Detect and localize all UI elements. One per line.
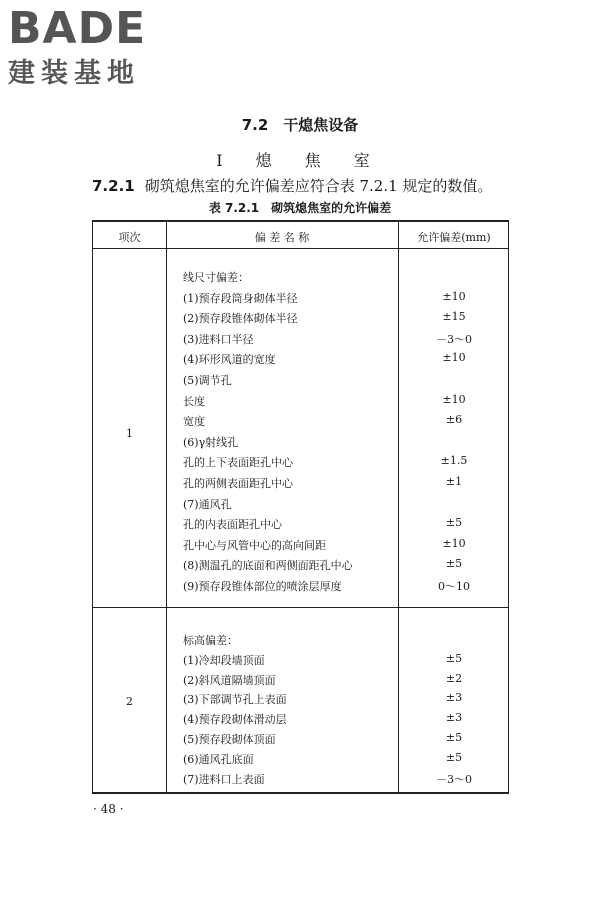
item-name: 线尺寸偏差：: [183, 271, 249, 284]
item-tolerance: ±5: [445, 516, 463, 530]
item-name: (8)测温孔的底面和两侧面距孔中心: [183, 559, 353, 573]
item-name: (1)预存段筒身砌体半径: [183, 291, 298, 305]
item-tolerance: ±15: [442, 310, 466, 324]
item-tolerance: ±5: [445, 557, 463, 571]
item-tolerance: ±5: [445, 651, 463, 665]
item-name: 孔中心与风管中心的高向间距: [183, 538, 326, 552]
item-tolerance: ±10: [442, 392, 466, 406]
table-caption: 表 7.2.1 砌筑熄焦室的允许偏差: [208, 201, 392, 215]
item-tolerance: ±3: [445, 691, 463, 705]
item-name: 宽度: [183, 415, 205, 429]
subsection-title: Ⅰ 熄 焦 室: [216, 151, 384, 170]
item-name: (6)γ射线孔: [183, 435, 239, 449]
item-name: (7)进料口上表面: [183, 772, 265, 786]
item-name: (3)下部调节孔上表面: [183, 693, 287, 707]
item-name: 标高偏差：: [183, 634, 238, 647]
header-cell-name: 偏 差 名 称: [254, 231, 310, 244]
clause-text: 砌筑熄焦室的允许偏差应符合表 7.2.1 规定的数值。: [144, 177, 493, 195]
item-name: (1)冷却段墙顶面: [183, 653, 265, 667]
header-cell-tolerance: 允许偏差(mm): [417, 231, 491, 244]
item-name: (2)预存段锥体砌体半径: [183, 312, 298, 326]
item-tolerance: －3～0: [436, 772, 472, 786]
item-name: (4)环形风道的宽度: [183, 353, 276, 367]
header-cell-index: 项次: [118, 231, 141, 244]
tolerance-table: [92, 220, 509, 794]
logo-text: BADE: [8, 3, 147, 54]
item-name: (2)斜风道隔墙顶面: [183, 673, 276, 687]
section-title: 7.2 干熄焦设备: [241, 116, 359, 134]
item-name: (4)预存段砌体滑动层: [183, 713, 287, 727]
item-tolerance: ±1.5: [440, 454, 468, 468]
clause-number: 7.2.1: [92, 177, 135, 195]
item-tolerance: －3～0: [436, 332, 472, 346]
item-name: 孔的两侧表面距孔中心: [183, 477, 293, 490]
item-tolerance: ±5: [445, 750, 463, 764]
item-tolerance: ±2: [445, 671, 463, 685]
column-divider: [166, 222, 167, 792]
column-divider: [398, 222, 399, 792]
logo-subtitle: 建装基地: [8, 58, 140, 89]
item-name: (7)通风孔: [183, 497, 232, 511]
item-tolerance: ±10: [442, 289, 466, 303]
item-name: 孔的内表面距孔中心: [183, 518, 282, 532]
item-name: (9)预存段锥体部位的喷涂层厚度: [183, 580, 342, 593]
group-index: 1: [126, 427, 133, 440]
clause-paragraph: [92, 175, 492, 196]
item-name: 长度: [183, 394, 205, 408]
item-name: (3)进料口半径: [183, 332, 254, 346]
item-tolerance: ±5: [445, 731, 463, 744]
group-index: 2: [126, 695, 133, 708]
item-tolerance: ±10: [442, 536, 466, 550]
page-number: · 48 ·: [93, 802, 124, 816]
row-divider: [93, 607, 508, 608]
item-name: (6)通风孔底面: [183, 752, 254, 766]
item-tolerance: ±10: [442, 351, 466, 365]
item-tolerance: ±6: [445, 413, 463, 427]
item-tolerance: ±3: [445, 711, 463, 725]
item-name: (5)调节孔: [183, 374, 232, 387]
table-header: [93, 222, 508, 249]
item-name: 孔的上下表面距孔中心: [183, 456, 293, 470]
item-tolerance: 0～10: [438, 580, 470, 593]
bade-logo: [8, 3, 188, 96]
item-name: (5)预存段砌体顶面: [183, 733, 276, 746]
item-tolerance: ±1: [445, 475, 463, 488]
